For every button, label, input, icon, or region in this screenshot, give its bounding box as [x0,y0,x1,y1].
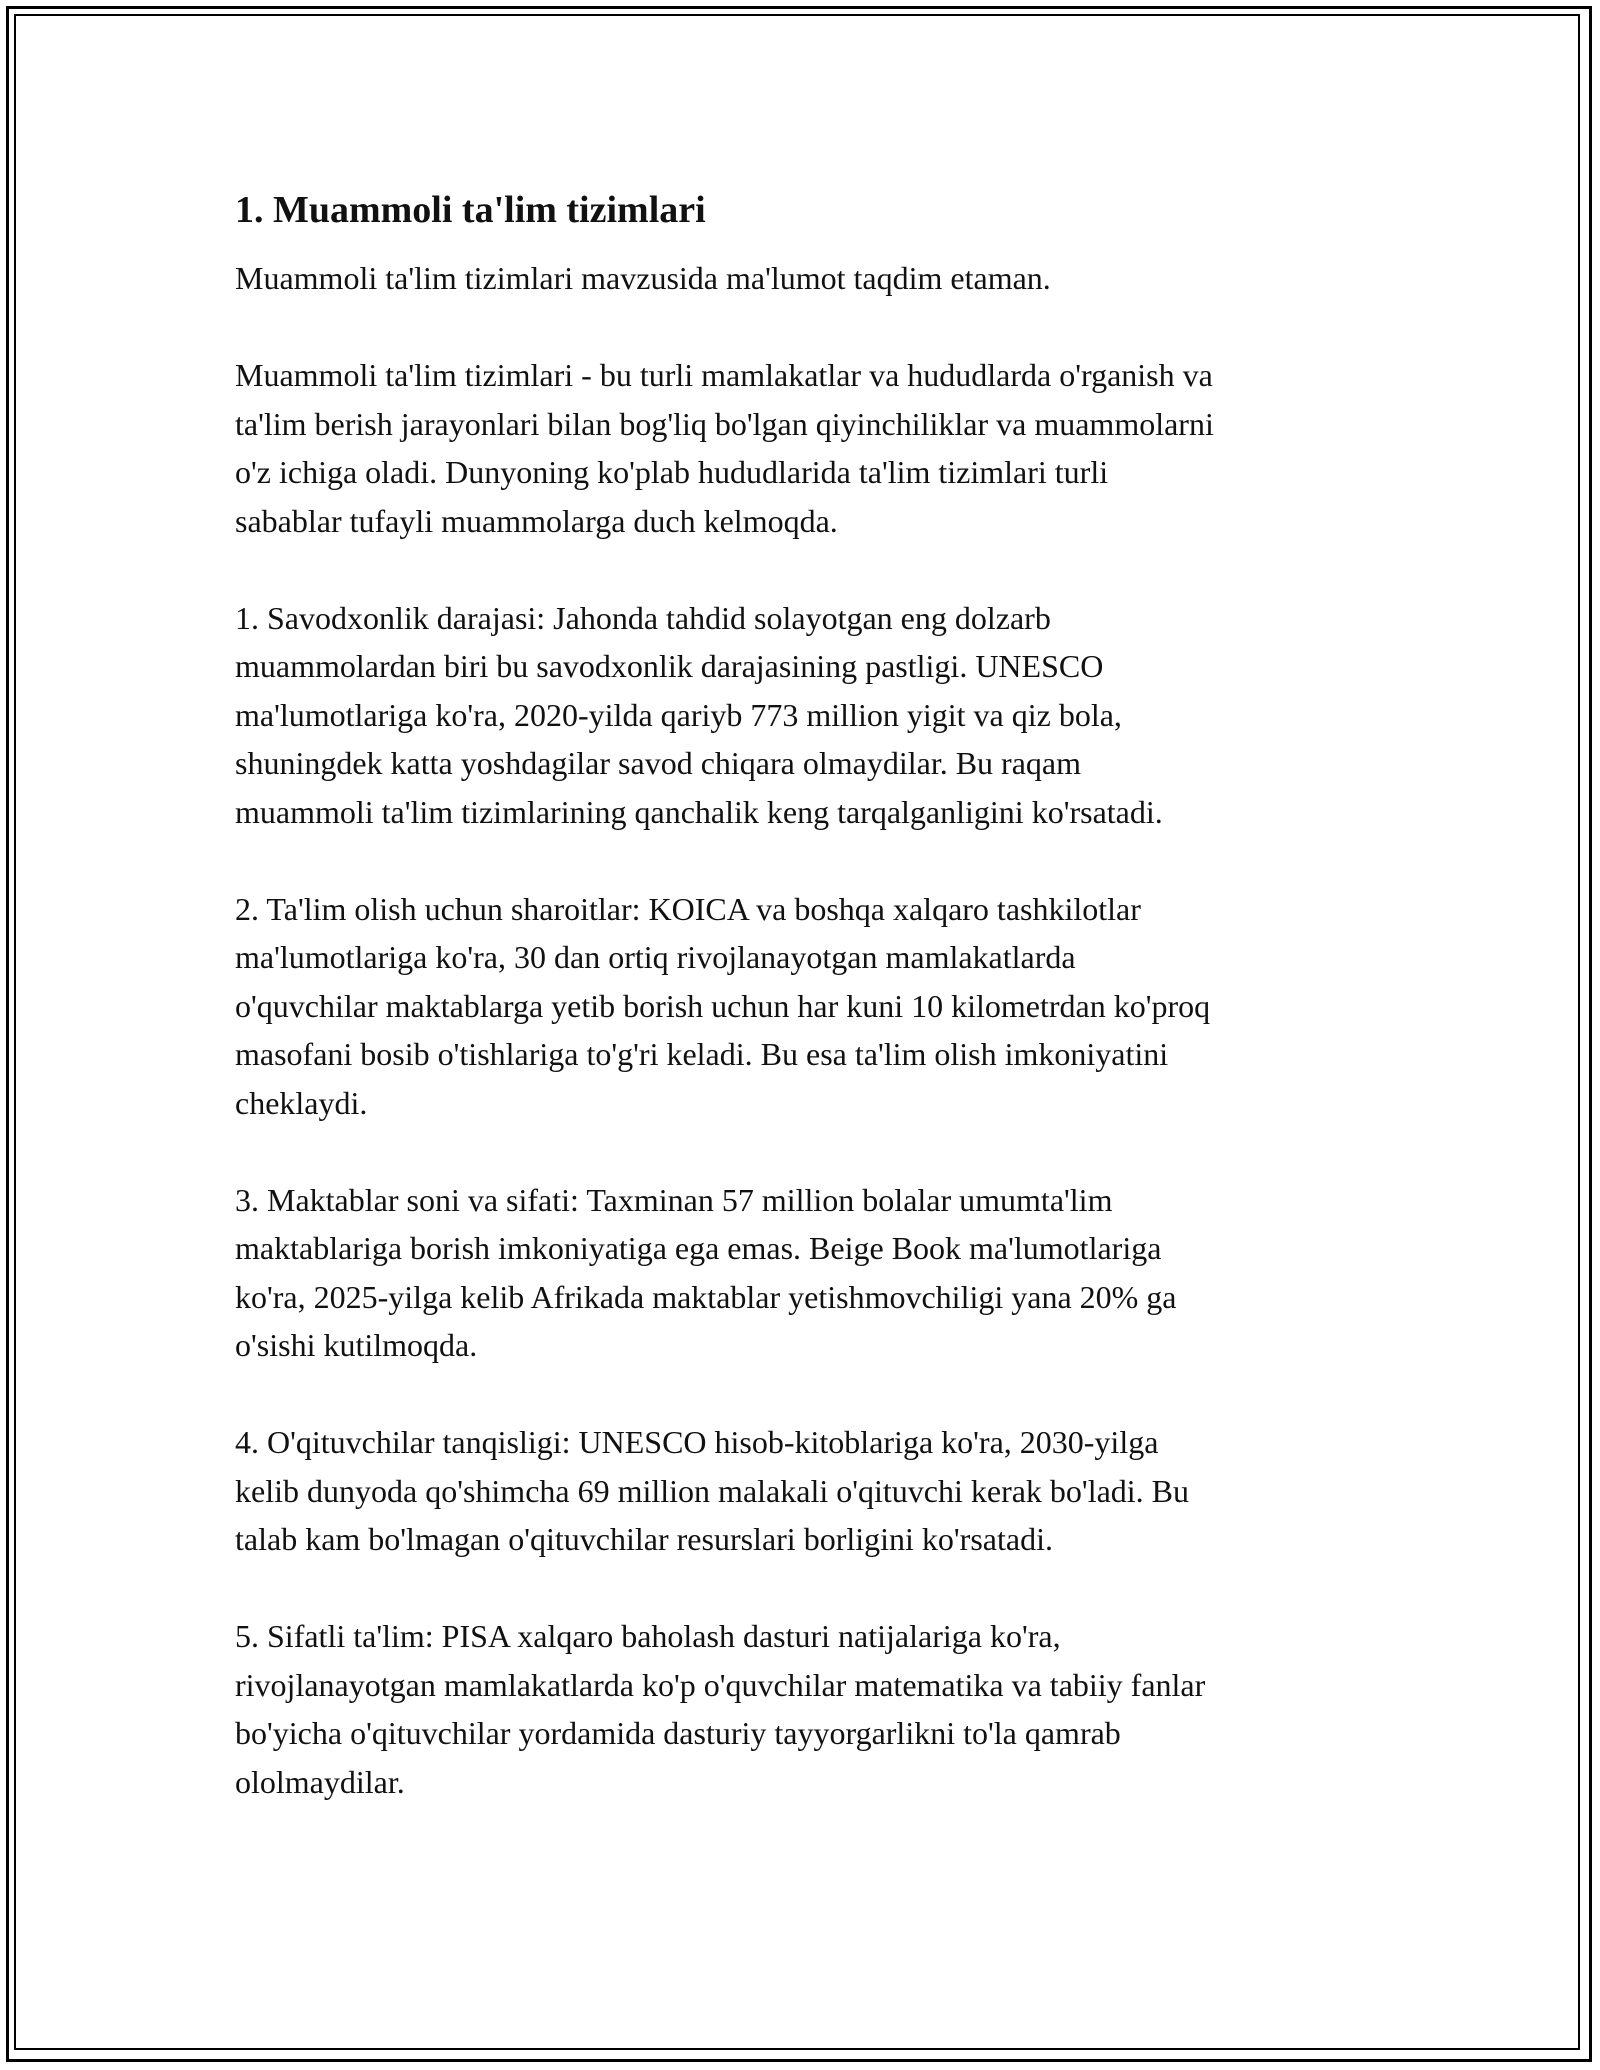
text-line: 2. Ta'lim olish uchun sharoitlar: KOICA va boshqa xalqaro tashkilotlar [235,890,1141,927]
text-line: muammolardan biri bu savodxonlik darajasining pastligi. UNESCO [235,648,1104,684]
text-line: 3. Maktablar soni va sifati: Taxminan 57 million bolalar umumta'lim [235,1181,1113,1218]
document-title: 1. Muammoli ta'lim tizimlari [235,189,706,231]
text-line: Muammoli ta'lim tizimlari - bu turli mamlakatlar va hududlarda o'rganish va [235,357,1213,393]
schools-paragraph [235,1176,1385,1370]
text-line: o'sishi kutilmoqda. [235,1327,478,1363]
text-line: masofani bosib o'tishlariga to'g'ri keladi. Bu esa ta'lim olish imkoniyatini [235,1036,1169,1072]
text-line: 1. Savodxonlik darajasi: Jahonda tahdid solayotgan eng dolzarb [235,599,1051,636]
intro-paragraph [235,254,1385,303]
conditions-paragraph [235,885,1385,1128]
text-line: ma'lumotlariga ko'ra, 30 dan ortiq rivojlanayotgan mamlakatlarda [235,939,1076,975]
text-line: muammoli ta'lim tizimlarining qanchalik keng tarqalganligini ko'rsatadi. [235,793,1163,830]
text-line: 4. O'qituvchilar tanqisligi: UNESCO hisob-kitoblariga ko'ra, 2030-yilga [235,1424,1159,1460]
quality-paragraph [235,1612,1385,1806]
text-line: bo'yicha o'qituvchilar yordamida dasturiy tayyorgarlikni to'la qamrab [235,1715,1121,1751]
teachers-paragraph [235,1418,1385,1564]
text-line: o'z ichiga oladi. Dunyoning ko'plab hududlarida ta'lim tizimlari turli [235,454,1109,490]
text-line: cheklaydi. [235,1084,368,1121]
text-line: ta'lim berish jarayonlari bilan bog'liq bo'lgan qiyinchiliklar va muammolarni [235,405,1214,442]
text-line: sabablar tufayli muammolarga duch kelmoqda. [235,502,838,539]
text-line: ololmaydilar. [235,1763,405,1800]
text-line: Muammoli ta'lim tizimlari mavzusida ma'lumot taqdim etaman. [235,260,1051,296]
text-line: maktablariga borish imkoniyatiga ega emas. Beige Book ma'lumotlariga [235,1230,1162,1266]
text-line: ma'lumotlariga ko'ra, 2020-yilda qariyb 773 million yigit va qiz bola, [235,696,1122,733]
text-line: ko'ra, 2025-yilga kelib Afrikada maktablar yetishmovchiligi yana 20% ga [235,1278,1177,1315]
text-line: kelib dunyoda qo'shimcha 69 million malakali o'qituvchi kerak bo'ladi. Bu [235,1472,1190,1509]
text-line: rivojlanayotgan mamlakatlarda ko'p o'quvchilar matematika va tabiiy fanlar [235,1666,1206,1703]
text-line: 5. Sifatli ta'lim: PISA xalqaro baholash dasturi natijalariga ko'ra, [235,1618,1061,1654]
text-line: o'quvchilar maktablarga yetib borish uchun har kuni 10 kilometrdan ko'proq [235,987,1211,1024]
text-line: shuningdek katta yoshdagilar savod chiqara olmaydilar. Bu raqam [235,745,1081,781]
definition-paragraph [235,351,1385,545]
literacy-paragraph [235,594,1385,837]
text-line: talab kam bo'lmagan o'qituvchilar resurslari borligini ko'rsatadi. [235,1521,1053,1557]
document-body [235,186,1385,1855]
